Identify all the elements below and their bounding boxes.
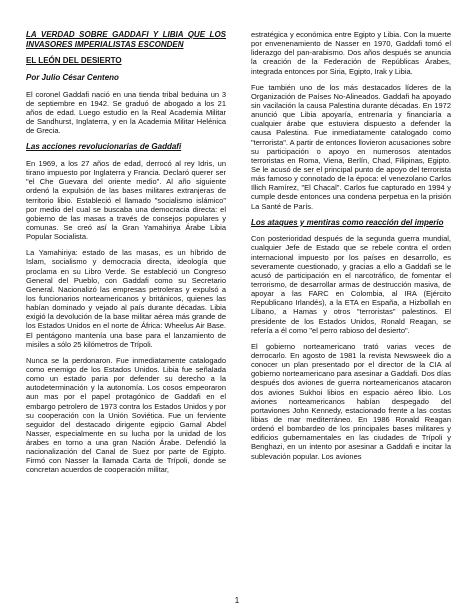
document-subtitle: EL LEÓN DEL DESIERTO: [26, 56, 122, 66]
body-paragraph: estratégica y económica entre Egipto y Libia. Con la muerte por envenenamiento de Nasser en 1970, Gaddafi tomó el liderazgo del pan-arabismo. Dos años después se anuncia la creación de la Federación de Repúblicas Árabes, integrada entonces por Siria, Egipto, Irak y Libia.: [251, 30, 451, 76]
body-paragraph: La Yamahiriya: estado de las masas, es un híbrido de Islam, socialismo y democracia directa, ideología que proclama en su Libro Verde. Se estableció un Congreso General del Pueblo, con Gaddafi como su Secretario General. Nacionalizó las empresas petroleras y expulsó a los funcionarios norteamericanos y británicos, quienes las habían dominado y vejado al país durante décadas. Libia exigió la devolución de la base militar aérea más grande de los Estados Unidos en el norte de África: Wheelus Air Base. El pentágono mantenía una base para el lanzamiento de misiles a sólo 25 kilómetros de Trípoli.: [26, 248, 226, 349]
section-heading: Las acciones revolucionarias de Gaddafi: [26, 142, 182, 152]
author-byline: Por Julio César Centeno: [26, 72, 119, 82]
section-heading: Los ataques y mentiras como reacción del imperio: [251, 217, 444, 227]
body-paragraph: Nunca se la perdonaron. Fue inmediatamente catalogado como enemigo de los Estados Unidos. Libia fue señalada como un estado paria por defender su derecho a la autodeterminación y la autonomía. Los cosos empeoraron aun mas por el papel protagónico de Gaddafi en el embargo petrolero de 1973 contra los Estados Unidos y por su cooperación con la Unión Soviética. Fue un ferviente seguidor del destacado dirigente egipcio Gamal Abdel Nasser, especialmente en su lucha por la unidad de los árabes en torno a una gran Nación Árabe. Defendió la nacionalización del Canal de Suez por parte de Egipto. Firmó con Nasser la llamada Carta de Trípoli, donde se concretan acuerdos de cooperación militar,: [26, 355, 226, 475]
left-column: [26, 30, 226, 482]
document-title: LA VERDAD SOBRE GADDAFI Y LIBIA QUE LOS INVASORES IMPERIALISTAS ESCONDEN: [26, 30, 226, 49]
body-paragraph: Con posterioridad después de la segunda guerra mundial, cualquier Jefe de Estado que se rebele contra el orden internacional impuesto por los países en desarrollo, es severamente cuestionado, y gracias a ello a Gaddafi se le acusó de participación en el narcotráfico, de fomentar el terrorismo, de desarrollar armas de destrucción masiva, de apoyar a las FARC en Colombia, al IRA (Ejército Republicano Irlandés), a la ETA en España, a Hizbollah en Líbano, a Hamas y otros "terroristas" palestinos. El presidente de los Estados Unidos, Ronald Reagan, se refería a él como "el perro rabioso del desierto".: [251, 234, 451, 335]
body-paragraph: En 1969, a los 27 años de edad, derrocó al rey Idris, un tirano impuesto por Inglaterra y Francia. Declaró querer ser "el Che Guevara del oriente medio". Al año siguiente ordenó la expulsión de las bases militares extranjeras de territorio libio. Estableció el llamado "socialismo islámico" por medio del cual se buscaba una democracia directa: el gobierno de las masas a través de consejos populares y comunas. Se creó así la Gran Yamahiriya Árabe Libia Popular Socialista.: [26, 158, 226, 242]
body-paragraph: El coronel Gaddafi nació en una tienda tribal beduina un 3 de septiembre en 1942. Se graduó de abogado a los 21 años de edad. Luego estudio en la Real Academia Militar de Sandhurst, Inglaterra, y en la Academia Militar Helénica de Grecia.: [26, 89, 226, 136]
body-paragraph: Fue también uno de los más destacados líderes de la Organización de Países No-Alineados. Gaddafi ha apoyado sin vacilación la causa Palestina durante décadas. En 1972 anunció que Libia apoyaría, entrenaría y financiaría a cualquier árabe que estuviera dispuesto a defender la causa Palestina. Fue inmediatamente catalogado como "terrorista". A partir de entonces llovieron acusaciones sobre su participación o apoyo en numerosos atentados terroristas en Roma, Viena, Berlín, Chad, Filipinas, Egipto. Se le acusó de ser el principal punto de apoyo del terrorista más famoso y connotado de la época: el venezolano Carlos Illich Ramírez, "El Chacal". Carlos fue capturado en 1994 y cumple desde entonces una condena perpetua en la prisión La Santé de París.: [251, 82, 452, 211]
body-paragraph: El gobierno norteamericano trató varias veces de derrocarlo. En agosto de 1981 la revista Newsweek dio a conocer un plan presentado por el director de la CIA al gobierno norteamericano para asesinar a Gaddafi. Dos días después dos aviones de guerra norteamericanos atacaron dos aviones Sukhoi libios en espacio aéreo libio. Los aviones norteamericanos habían despegado del portaviones John Kennedy, estacionado frente a las costas libias de mar mediterráneo. En 1986 Ronald Reagan ordenó el bombardeo de los principales bases militares y edificios gubernamentales en las ciudades de Trípoli y Benghazi, en un intento por asesinar a Gaddafi e incitar la sublevación popular. Los aviones: [251, 341, 451, 461]
right-column: [251, 30, 451, 468]
page-number: 1: [234, 596, 240, 605]
